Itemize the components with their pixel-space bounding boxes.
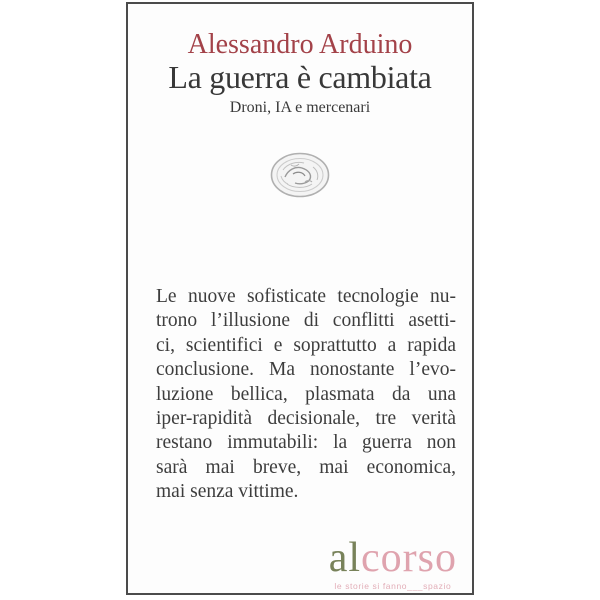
store-wordmark-part1: al: [328, 535, 362, 581]
store-wordmark: [329, 537, 457, 579]
paragraph-line: luzione bellica, plasmata da una: [156, 383, 456, 405]
paragraph-line: conclusione. Ma nonostante l’evo-: [156, 359, 456, 381]
book-title: La guerra è cambiata: [168, 59, 432, 95]
store-wordmark-part2: corso: [361, 535, 457, 581]
paragraph-line: mai senza vittime.: [156, 481, 299, 503]
paragraph-line: trono l’illusione di conflitti asetti-: [156, 310, 456, 332]
paragraph-line: sarà mai breve, mai economica,: [156, 456, 456, 478]
store-logo: [329, 537, 457, 591]
publisher-emblem-icon: [269, 150, 331, 205]
book-cover: [126, 2, 474, 595]
author-name: Alessandro Arduino: [187, 29, 413, 60]
back-blurb-paragraph: [156, 285, 456, 505]
store-tagline: le storie si fanno___spazio: [334, 581, 452, 591]
paragraph-line: ci, scientifici e soprattutto a rapida: [156, 334, 456, 356]
paragraph-line: Le nuove sofisticate tecnologie nu-: [156, 286, 456, 307]
paragraph-line: iper-rapidità decisionale, tre verità: [156, 408, 456, 430]
paragraph-line: restano immutabili: la guerra non: [156, 432, 456, 454]
book-subtitle: Droni, IA e mercenari: [229, 99, 371, 116]
